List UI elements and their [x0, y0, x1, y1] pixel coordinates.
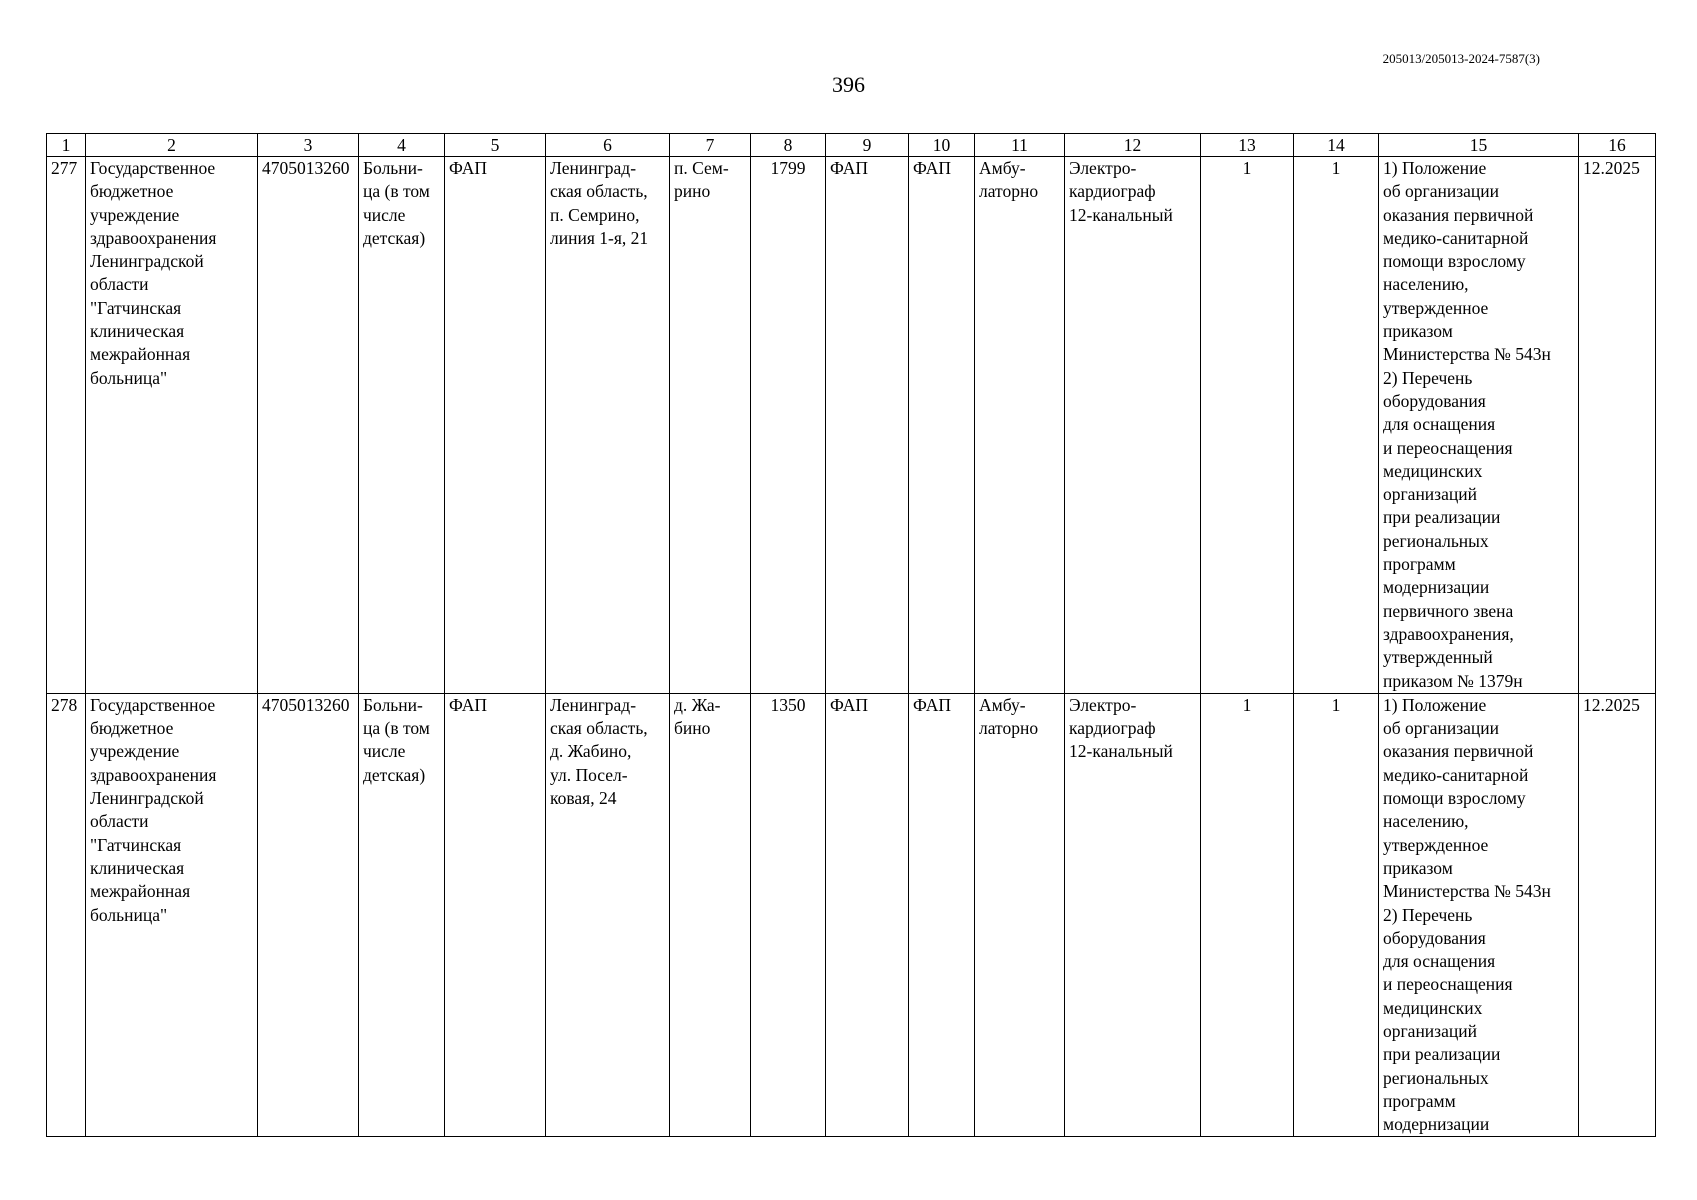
table-row: [47, 693, 1656, 1137]
column-header: 14: [1294, 134, 1379, 157]
column-header: 4: [359, 134, 445, 157]
equipment-name: Электро- кардиограф 12-канальный: [1065, 157, 1201, 694]
column-header: 7: [670, 134, 751, 157]
address: Ленинград- ская область, д. Жабино, ул. Посел- ковая, 24: [546, 693, 670, 1137]
row-number: 278: [47, 693, 86, 1137]
facility-type: Больни- ца (в том числе детская): [359, 157, 445, 694]
column-header: 2: [86, 134, 258, 157]
deadline-date: 12.2025: [1579, 693, 1656, 1137]
column-header: 16: [1579, 134, 1656, 157]
row-number: 277: [47, 157, 86, 694]
regulatory-basis: 1) Положение об организации оказания первичной медико-санитарной помощи взрослому населению, утвержденное приказом Министерства № 543н 2) Перечень оборудования для оснащения и переоснащения медицинских организаций при реализации региональных программ модернизации: [1379, 693, 1579, 1137]
unit-type-10: ФАП: [909, 157, 975, 694]
settlement: п. Сем- рино: [670, 157, 751, 694]
equipment-name: Электро- кардиограф 12-канальный: [1065, 693, 1201, 1137]
column-header: 12: [1065, 134, 1201, 157]
inn-code: 4705013260: [258, 693, 359, 1137]
column-header: 11: [975, 134, 1065, 157]
unit-type-10: ФАП: [909, 693, 975, 1137]
unit-type-9: ФАП: [826, 157, 909, 694]
facility-type: Больни- ца (в том числе детская): [359, 693, 445, 1137]
table-row: [47, 157, 1656, 694]
quantity-14: 1: [1294, 693, 1379, 1137]
unit-type: ФАП: [445, 157, 546, 694]
organization-name: Государственное бюджетное учреждение здравоохранения Ленинградской области "Гатчинская клиническая межрайонная больница": [86, 157, 258, 694]
quantity-13: 1: [1201, 157, 1294, 694]
unit-type: ФАП: [445, 693, 546, 1137]
column-header: 5: [445, 134, 546, 157]
column-header: 8: [751, 134, 826, 157]
quantity-13: 1: [1201, 693, 1294, 1137]
population: 1799: [751, 157, 826, 694]
column-header: 13: [1201, 134, 1294, 157]
column-number-row: [47, 134, 1656, 157]
quantity-14: 1: [1294, 157, 1379, 694]
population: 1350: [751, 693, 826, 1137]
care-condition: Амбу- латорно: [975, 693, 1065, 1137]
inn-code: 4705013260: [258, 157, 359, 694]
address: Ленинград- ская область, п. Семрино, линия 1-я, 21: [546, 157, 670, 694]
equipment-table: [46, 133, 1656, 1137]
unit-type-9: ФАП: [826, 693, 909, 1137]
document-id: 205013/205013-2024-7587(3): [1382, 51, 1540, 66]
settlement: д. Жа- бино: [670, 693, 751, 1137]
organization-name: Государственное бюджетное учреждение здравоохранения Ленинградской области "Гатчинская клиническая межрайонная больница": [86, 693, 258, 1137]
column-header: 9: [826, 134, 909, 157]
column-header: 1: [47, 134, 86, 157]
column-header: 15: [1379, 134, 1579, 157]
care-condition: Амбу- латорно: [975, 157, 1065, 694]
page-number: 396: [832, 72, 865, 97]
regulatory-basis: 1) Положение об организации оказания первичной медико-санитарной помощи взрослому населению, утвержденное приказом Министерства № 543н 2) Перечень оборудования для оснащения и переоснащения медицинских организаций при реализации региональных программ модернизации первичного звена здравоохранения, утвержденный приказом № 1379н: [1379, 157, 1579, 694]
deadline-date: 12.2025: [1579, 157, 1656, 694]
column-header: 3: [258, 134, 359, 157]
column-header: 10: [909, 134, 975, 157]
column-header: 6: [546, 134, 670, 157]
